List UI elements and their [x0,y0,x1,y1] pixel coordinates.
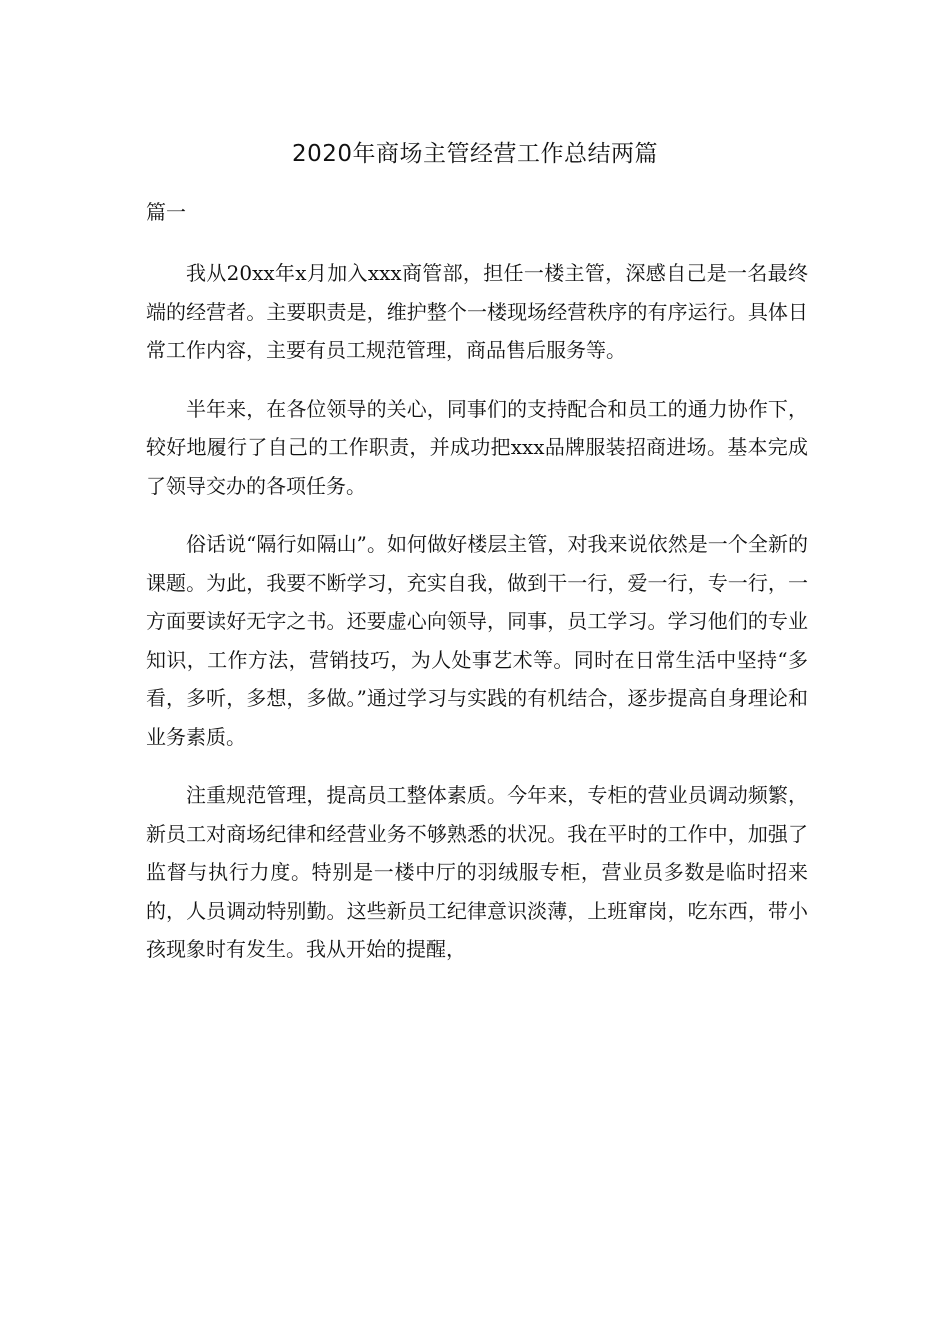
paragraph-3: 俗话说“隔行如隔山”。如何做好楼层主管，对我来说依然是一个全新的课题。为此，我要不断学习，充实自我，做到干一行，爱一行，专一行，一方面要读好无字之书。还要虚心向领导，同事，员工学习。学习他们的专业知识，工作方法，营销技巧，为人处事艺术等。同时在日常生活中坚持“多看，多听，多想，多做。”通过学习与实践的有机结合，逐步提高自身理论和业务素质。 [146,532,808,749]
section-heading: 篇一 [146,200,186,224]
paragraph-4: 注重规范管理，提高员工整体素质。今年来，专柜的营业员调动频繁，新员工对商场纪律和经营业务不够熟悉的状况。我在平时的工作中，加强了监督与执行力度。特别是一楼中厅的羽绒服专柜，营业员多数是临时招来的，人员调动特别勤。这些新员工纪律意识淡薄，上班窜岗，吃东西，带小孩现象时有发生。我从开始的提醒， [146,783,808,961]
document-body [146,254,808,989]
document-title: 2020年商场主管经营工作总结两篇 [291,141,659,167]
paragraph-2: 半年来，在各位领导的关心，同事们的支持配合和员工的通力协作下，较好地履行了自己的工作职责，并成功把xxx品牌服装招商进场。基本完成了领导交办的各项任务。 [146,396,808,498]
paragraph-1: 我从20xx年x月加入xxx商管部，担任一楼主管，深感自己是一名最终端的经营者。主要职责是，维护整个一楼现场经营秩序的有序运行。具体日常工作内容，主要有员工规范管理，商品售后服务等。 [146,261,808,362]
